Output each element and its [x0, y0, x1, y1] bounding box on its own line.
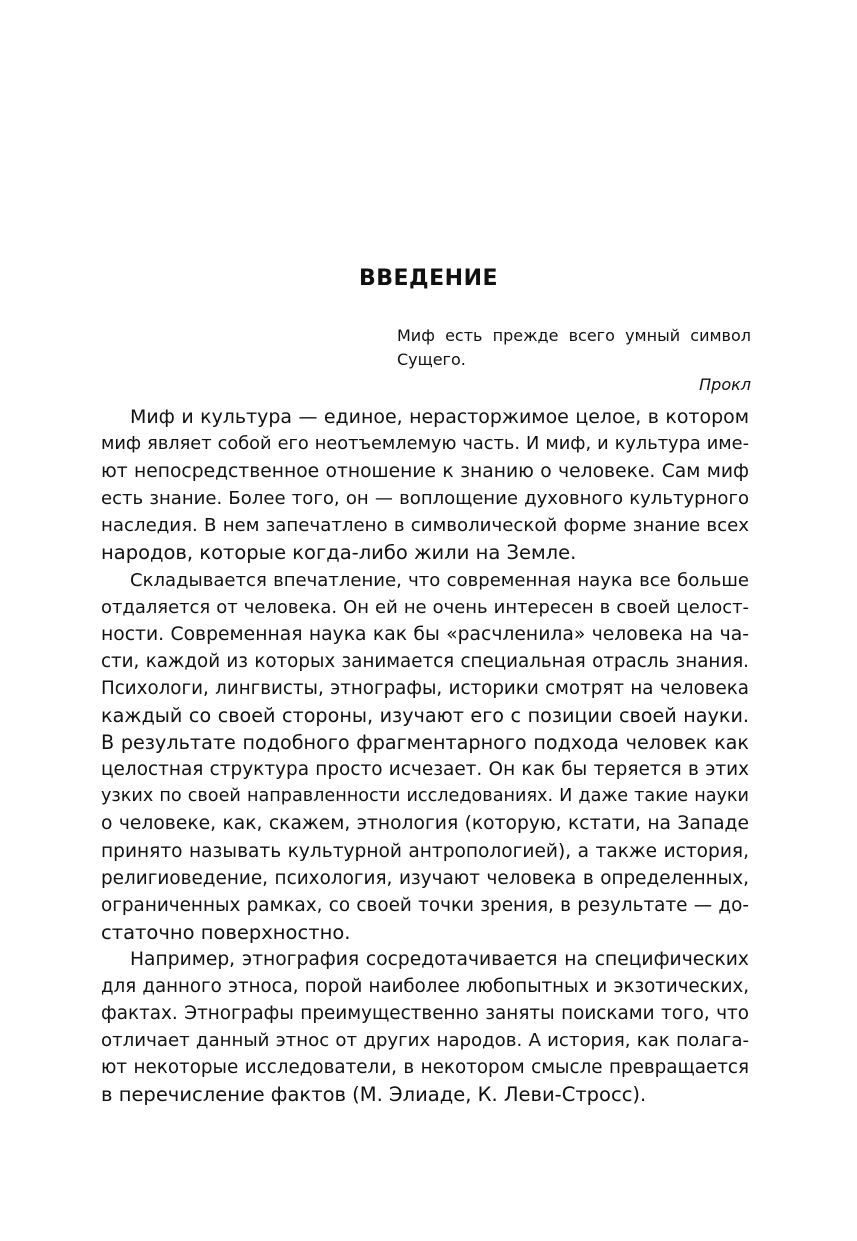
text-line: отличает данный этнос от других народов. А история, как полага-: [101, 1030, 749, 1052]
text-line: в перечисление фактов (М. Элиаде, К. Леви-Стросс).: [101, 1083, 647, 1107]
text-line: миф являет собой его неотъемлемую часть. И миф, и культура име-: [101, 434, 749, 455]
text-line: Например, этнография сосредотачивается на специфических: [130, 948, 749, 970]
text-line: В результате подобного фрагментарного подхода человек как: [101, 731, 749, 755]
text-line: есть знание. Более того, он — воплощение духовного культурного: [101, 488, 749, 510]
text-line: народов, которые когда-либо жили на Земле.: [101, 541, 577, 565]
text-line: принято называть культурной антропологией), а также история,: [101, 840, 749, 862]
text-line: о человеке, как, скажем, этнология (которую, кстати, на Западе: [101, 813, 749, 835]
text-line: ют некоторые исследователи, в некотором смысле превращается: [101, 1057, 749, 1079]
text-line: целостная структура просто исчезает. Он как бы теряется в этих: [101, 759, 749, 781]
epigraph-line: Миф есть прежде всего умный символ: [397, 326, 751, 345]
epigraph-author: Прокл: [699, 375, 751, 394]
text-line: статочно поверхностно.: [101, 920, 351, 944]
text-line: ограниченных рамках, со своей точки зрения, в результате — до-: [101, 894, 749, 916]
text-line: ют непосредственное отношение к знанию о человеке. Сам миф: [101, 461, 749, 483]
text-line: узких по своей направленности исследованиях. И даже такие науки: [101, 786, 749, 807]
text-line: сти, каждой из которых занимается специальная отрасль знания.: [101, 650, 749, 672]
text-line: для данного этноса, порой наиболее любопытных и экзотических,: [101, 975, 749, 997]
paragraph: [101, 946, 749, 1109]
text-line: фактах. Этнографы преимущественно заняты поисками того, что: [101, 1003, 749, 1025]
text-line: Складывается впечатление, что современная наука все больше: [130, 569, 749, 591]
text-line: каждый со своей стороны, изучают его с позиции своей науки.: [101, 704, 749, 728]
body-text: [101, 404, 749, 1108]
text-line: Миф и культура — единое, нерасторжимое целое, в котором: [130, 406, 749, 428]
text-line: отдаляется от человека. Он ей не очень интересен в своей целост-: [101, 596, 749, 618]
chapter-title: ВВЕДЕНИЕ: [358, 266, 499, 291]
epigraph: [397, 324, 751, 397]
text-line: Психологи, лингвисты, этнографы, историки смотрят на человека: [101, 677, 749, 699]
text-line: наследия. В нем запечатлено в символической форме знание всех: [101, 515, 749, 537]
text-line: ности. Современная наука как бы «расчленила» человека на ча-: [101, 623, 749, 645]
text-line: религиоведение, психология, изучают человека в определенных,: [101, 867, 749, 889]
paragraph: [101, 567, 749, 946]
paragraph: [101, 404, 749, 567]
epigraph-line: Сущего.: [397, 350, 466, 369]
